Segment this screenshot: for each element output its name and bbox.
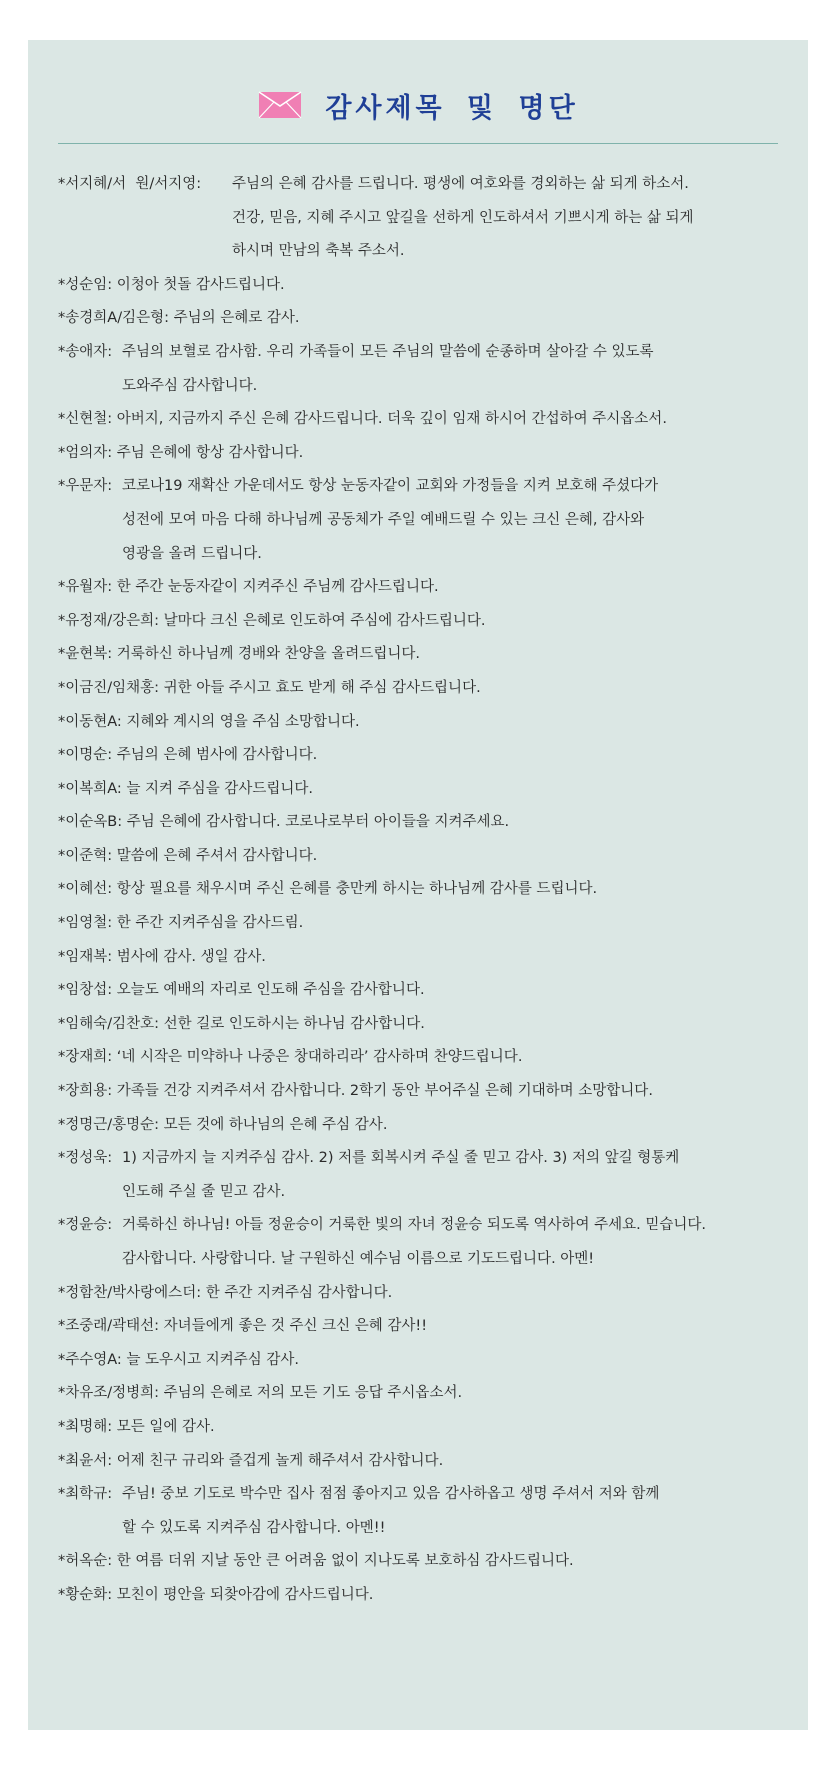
entry-text: 날마다 크신 은혜로 인도하여 주심에 감사드립니다.	[163, 612, 486, 629]
entry-text: 모친이 평안을 되찾아감에 감사드립니다.	[116, 1586, 374, 1603]
entry-text: 모든 일에 감사.	[116, 1418, 215, 1435]
entry-text: 한 주간 눈동자같이 지켜주신 주님께 감사드립니다.	[116, 579, 439, 596]
member-name: *정명근/홍명순:	[58, 1116, 164, 1133]
list-item	[58, 672, 786, 706]
member-name: *이복희A:	[58, 780, 127, 797]
member-name: *조중래/곽태선:	[58, 1318, 164, 1335]
member-name: *신현철:	[58, 411, 117, 428]
member-name: *유정재/강은희:	[58, 612, 164, 629]
entry-text: 아버지, 지금까지 주신 은혜 감사드립니다. 더욱 깊이 임재 하시어 간섭하여 주시옵소서.	[116, 411, 667, 428]
member-name: *임창섭:	[58, 982, 117, 999]
entry-text: 주님의 은혜로 저의 모든 기도 응답 주시옵소서.	[163, 1385, 463, 1402]
list-item	[58, 168, 786, 269]
list-item	[58, 873, 786, 907]
list-item	[58, 1109, 786, 1143]
list-item	[58, 1075, 786, 1109]
list-item	[58, 806, 786, 840]
entry-text: 주님 은혜에 감사합니다. 코로나로부터 아이들을 지켜주세요.	[126, 814, 510, 831]
entry-text: 하시며 만남의 축복 주소서.	[232, 243, 405, 260]
entry-text: 성전에 모여 마음 다해 하나님께 공동체가 주일 예배드릴 수 있는 크신 은혜, 감사와	[122, 511, 645, 528]
list-item	[58, 1411, 786, 1445]
entry-text: 이청아 첫돌 감사드립니다.	[116, 276, 285, 293]
member-name: *허옥순:	[58, 1553, 117, 1570]
list-item	[58, 470, 786, 571]
entry-text: 코로나19 재확산 가운데서도 항상 눈동자같이 교회와 가정들을 지켜 보호해 주셨다가	[122, 478, 659, 495]
entry-text: 모든 것에 하나님의 은혜 주심 감사.	[163, 1116, 388, 1133]
member-name: *최학규:	[58, 1486, 117, 1503]
entry-text: 오늘도 예배의 자리로 인도해 주심을 감사합니다.	[116, 982, 425, 999]
member-name: *송경희A/김은형:	[58, 310, 174, 327]
entry-text: 귀한 아들 주시고 효도 받게 해 주심 감사드립니다.	[163, 679, 481, 696]
list-item	[58, 1377, 786, 1411]
entry-text: 거룩하신 하나님께 경배와 찬양을 올려드립니다.	[116, 646, 420, 663]
member-name: *황순화:	[58, 1586, 117, 1603]
list-item	[58, 269, 786, 303]
entry-text: 건강, 믿음, 지혜 주시고 앞길을 선하게 인도하셔서 기쁘시게 하는 삶 되게	[232, 209, 694, 226]
member-name: *장재희:	[58, 1049, 117, 1066]
entry-text: 영광을 올려 드립니다.	[122, 545, 262, 562]
list-item	[58, 941, 786, 975]
member-name: *송애자:	[58, 343, 117, 360]
member-name: *임해숙/김찬호:	[58, 1015, 164, 1032]
member-name: *성순임:	[58, 276, 117, 293]
list-item	[58, 1209, 786, 1276]
member-name: *정성욱:	[58, 1150, 117, 1167]
entry-text: ‘네 시작은 미약하나 나중은 창대하리라’ 감사하며 찬양드립니다.	[116, 1049, 523, 1066]
list-item	[58, 1008, 786, 1042]
list-item	[58, 437, 786, 471]
member-name: *엄의자:	[58, 444, 117, 461]
list-item	[58, 336, 786, 403]
entry-text: 주님의 은혜 감사를 드립니다. 평생에 여호와를 경외하는 삶 되게 하소서.	[232, 176, 689, 192]
member-name: *장희용:	[58, 1083, 117, 1100]
entry-text: 1) 지금까지 늘 지켜주심 감사. 2) 저를 회복시켜 주실 줄 믿고 감사. 3) 저의 앞길 형통케	[122, 1150, 680, 1167]
list-item	[58, 571, 786, 605]
member-name: *이순옥B:	[58, 814, 127, 831]
member-name: *서지혜/서 원/서지영:	[58, 176, 206, 192]
entry-text: 감사합니다. 사랑합니다. 날 구원하신 예수님 이름으로 기도드립니다. 아멘!	[122, 1251, 595, 1267]
list-item	[58, 1344, 786, 1378]
entry-text: 한 주간 지켜주심을 감사드림.	[116, 915, 304, 932]
page-header	[28, 80, 808, 130]
header-divider	[58, 143, 778, 144]
entry-text: 늘 지켜 주심을 감사드립니다.	[126, 780, 313, 797]
list-item	[58, 773, 786, 807]
entry-text: 한 여름 더위 지날 동안 큰 어려움 없이 지나도록 보호하심 감사드립니다.	[116, 1553, 574, 1570]
member-name: *이혜선:	[58, 881, 117, 898]
list-item	[58, 974, 786, 1008]
member-name: *최윤서:	[58, 1452, 117, 1469]
member-name: *주수영A:	[58, 1351, 127, 1368]
entry-text: 말씀에 은혜 주셔서 감사합니다.	[116, 847, 318, 864]
thanks-list	[58, 168, 786, 1613]
entry-text: 한 주간 지켜주심 감사합니다.	[205, 1284, 393, 1301]
list-item	[58, 1142, 786, 1209]
entry-text: 주님 은혜에 항상 감사합니다.	[116, 444, 304, 461]
entry-text: 가족들 건강 지켜주셔서 감사합니다. 2학기 동안 부어주실 은혜 기대하며 소망합니다.	[116, 1083, 653, 1100]
entry-text: 선한 길로 인도하시는 하나님 감사합니다.	[163, 1015, 425, 1032]
list-item	[58, 1478, 786, 1545]
member-name: *차유조/정병희:	[58, 1385, 164, 1402]
entry-text: 주님의 은혜로 감사.	[173, 310, 300, 327]
member-name: *정함찬/박사랑에스더:	[58, 1284, 206, 1301]
member-name: *윤현복:	[58, 646, 117, 663]
entry-text: 주님의 보혈로 감사함. 우리 가족들이 모든 주님의 말씀에 순종하며 살아갈 수 있도록	[122, 343, 654, 360]
member-name: *임영철:	[58, 915, 117, 932]
content-panel	[28, 40, 808, 1730]
entry-text: 자녀들에게 좋은 것 주신 크신 은혜 감사!!	[163, 1318, 428, 1335]
entry-text: 늘 도우시고 지켜주심 감사.	[126, 1351, 299, 1368]
entry-text: 거룩하신 하나님! 아들 정윤승이 거룩한 빛의 자녀 정윤승 되도록 역사하여 주세요. 믿습니다.	[122, 1217, 706, 1234]
member-name: *임재복:	[58, 948, 117, 965]
entry-text: 할 수 있도록 지켜주심 감사합니다. 아멘!!	[122, 1519, 386, 1536]
entry-text: 도와주심 감사합니다.	[122, 377, 258, 394]
list-item	[58, 403, 786, 437]
list-item	[58, 1445, 786, 1479]
entry-text: 어제 친구 규리와 즐겁게 놀게 해주셔서 감사합니다.	[116, 1452, 444, 1469]
list-item	[58, 1545, 786, 1579]
entry-text: 주님! 중보 기도로 박수만 집사 점점 좋아지고 있음 감사하옵고 생명 주셔서 저와 함께	[122, 1486, 660, 1503]
member-name: *유월자:	[58, 579, 117, 596]
member-name: *우문자:	[58, 478, 117, 495]
page-title: 감사제목 및 명단	[325, 92, 579, 124]
list-item	[58, 302, 786, 336]
entry-text: 범사에 감사. 생일 감사.	[116, 948, 266, 965]
list-item	[58, 605, 786, 639]
member-name: *이준혁:	[58, 847, 117, 864]
entry-text: 항상 필요를 채우시며 주신 은혜를 충만케 하시는 하나님께 감사를 드립니다.	[116, 881, 598, 898]
entry-text: 주님의 은혜 범사에 감사합니다.	[116, 747, 318, 764]
list-item	[58, 1041, 786, 1075]
list-item	[58, 1579, 786, 1613]
member-name: *이금진/임채홍:	[58, 679, 164, 696]
list-item	[58, 739, 786, 773]
list-item	[58, 1277, 786, 1311]
list-item	[58, 706, 786, 740]
envelope-icon	[257, 90, 303, 120]
entry-text: 인도해 주실 줄 믿고 감사.	[122, 1183, 286, 1200]
member-name: *이동현A:	[58, 713, 127, 730]
list-item	[58, 1310, 786, 1344]
list-item	[58, 840, 786, 874]
member-name: *정윤승:	[58, 1217, 117, 1234]
member-name: *이명순:	[58, 747, 117, 764]
list-item	[58, 907, 786, 941]
member-name: *최명해:	[58, 1418, 117, 1435]
list-item	[58, 638, 786, 672]
entry-text: 지혜와 계시의 영을 주심 소망합니다.	[126, 713, 360, 730]
